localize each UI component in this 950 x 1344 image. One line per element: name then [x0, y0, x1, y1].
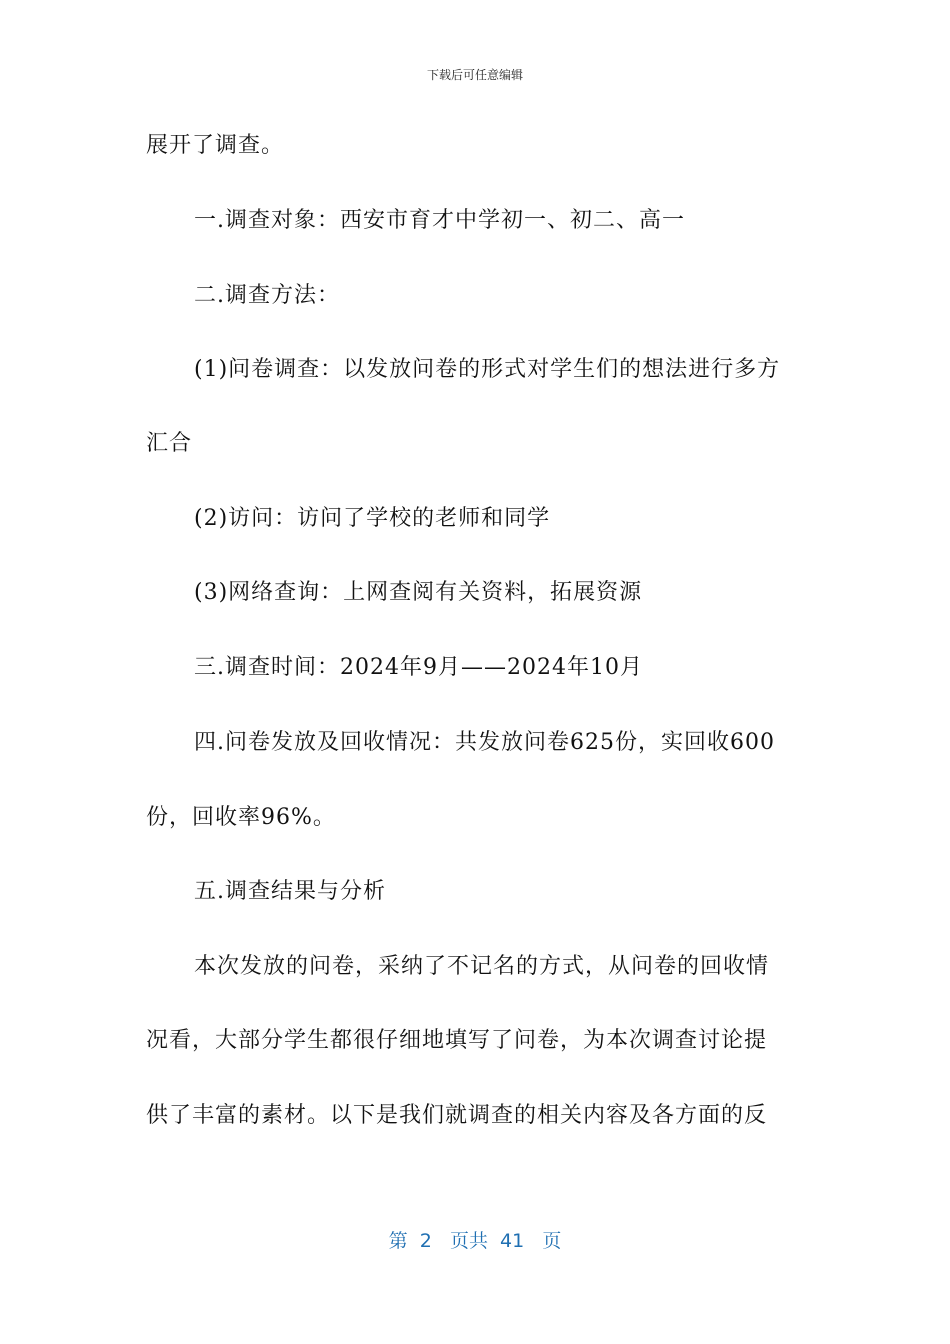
paragraph-line: 展开了调查。 [146, 133, 285, 158]
footer-middle: 页共 [449, 1230, 488, 1252]
paragraph-line: 况看，大部分学生都很仔细地填写了问卷，为本次调查讨论提 [146, 1028, 768, 1053]
page-footer [0, 1226, 950, 1253]
footer-suffix: 页 [542, 1230, 562, 1252]
method-item-questionnaire: (1)问卷调查：以发放问卷的形式对学生们的想法进行多方 [194, 357, 781, 382]
paragraph-line: 本次发放的问卷，采纳了不记名的方式，从问卷的回收情 [194, 954, 770, 979]
section-results-analysis: 五.调查结果与分析 [194, 879, 386, 904]
method-item-online-search: (3)网络查询：上网查阅有关资料，拓展资源 [194, 580, 643, 605]
section-questionnaire-distribution: 四.问卷发放及回收情况：共发放问卷625份，实回收600 [194, 730, 775, 755]
header-note: 下载后可任意编辑 [426, 68, 523, 82]
current-page-number: 2 [419, 1230, 432, 1252]
footer-prefix: 第 [388, 1230, 408, 1252]
paragraph-line: 汇合 [146, 431, 193, 456]
paragraph-line: 份，回收率96%。 [146, 805, 336, 830]
paragraph-line: 供了丰富的素材。以下是我们就调查的相关内容及各方面的反 [146, 1103, 768, 1128]
section-survey-time: 三.调查时间：2024年9月——2024年10月 [194, 655, 643, 680]
section-survey-target: 一.调查对象：西安市育才中学初一、初二、高一 [194, 208, 685, 233]
total-pages-number: 41 [500, 1230, 525, 1252]
section-survey-method: 二.调查方法： [194, 283, 340, 308]
method-item-interview: (2)访问：访问了学校的老师和同学 [194, 506, 551, 531]
